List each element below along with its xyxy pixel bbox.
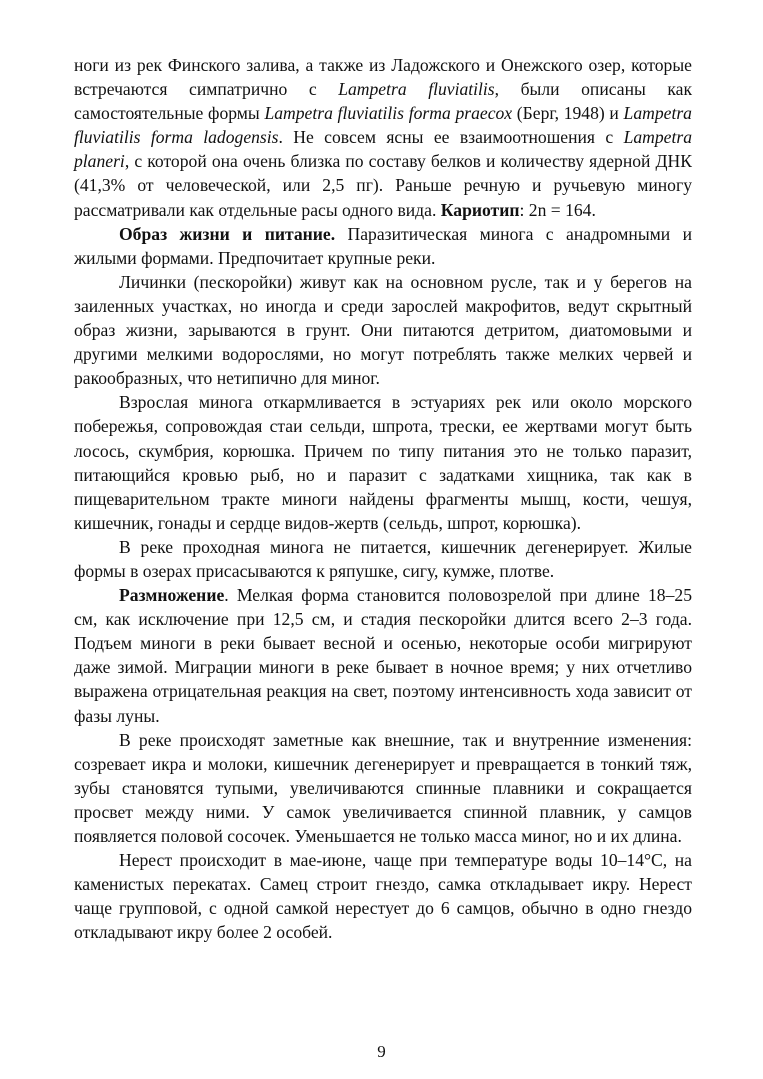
text-run: Личинки (пескоройки) живут как на основном русле, так и у берегов на заиленных участках, но иногда и среди зарослей макрофитов, ведут скрытный образ жизни, зарываются в грунт. Они питаются детритом, диатомовыми и другими мелкими водорослями, но могут потреблять также мелких червей и ракообразных, что нетипично для миног. — [74, 271, 692, 389]
paragraph — [74, 848, 692, 944]
bold-term: Размножение — [119, 585, 225, 606]
text-run: Нерест происходит в мае-июне, чаще при температуре воды 10–14°С, на каменистых перекатах. Самец строит гнездо, самка откладывает икру. Нерест чаще групповой, с одной самкой нерестует до 6 самцов, обычно в одно гнездо откладывают икру более 2 особей. — [74, 850, 692, 943]
bold-term: Кариотип — [440, 199, 520, 220]
paragraph — [74, 583, 692, 728]
text-run: , с которой она очень близка по составу белков и количеству ядерной ДНК (41,3% от человеческой, или 2,5 пг). Раньше речную и ручьевую миногу рассматривали как отдельные расы одного вида. — [74, 151, 692, 220]
italic-species-name: Lampetra fluviatilis forma ladogensis — [74, 103, 692, 148]
paragraph — [74, 53, 692, 222]
bold-term: Образ жизни и питание. — [119, 223, 336, 244]
text-run: , были описаны как самостоятельные формы — [74, 79, 692, 124]
paragraph — [74, 222, 692, 270]
text-run: Паразитическая минога с анадромными и жилыми формами. Предпочитает крупные реки. — [74, 223, 693, 268]
text-run: : 2n = 164. — [519, 199, 596, 220]
italic-species-name: Lampetra planeri — [74, 127, 692, 172]
italic-species-name: Lampetra fluviatilis — [338, 79, 495, 100]
text-run: (Берг, 1948) и — [512, 103, 624, 124]
paragraph — [74, 728, 692, 848]
text-run: . Не совсем ясны ее взаимоотношения с — [278, 127, 624, 148]
text-run: В реке происходят заметные как внешние, так и внутренние изменения: созревает икра и молоки, кишечник дегенерирует и превращается в тонкий тяж, зубы становятся тупыми, увеличиваются спинные плавники и сокращается просвет между ними. У самок увеличивается спинной плавник, у самцов появляется половой сосочек. Уменьшается не только масса миног, но и их длина. — [74, 729, 692, 846]
text-run: ноги из рек Финского залива, а также из Ладожского и Онежского озер, которые встречаются симпатрично с — [74, 55, 692, 100]
paragraph — [74, 390, 692, 535]
page-body — [74, 53, 692, 944]
page-number: 9 — [377, 1042, 386, 1061]
text-run: В реке проходная минога не питается, кишечник дегенерирует. Жилые формы в озерах присасываются к ряпушке, сигу, кумже, плотве. — [74, 536, 692, 581]
text-run: . Мелкая форма становится половозрелой при длине 18–25 см, как исключение при 12,5 см, и стадия пескоройки длится всего 2–3 года. Подъем миноги в реки бывает весной и осенью, некоторые особи мигрируют даже зимой. Миграции миноги в реке бывает в ночное время; у них отчетливо выражена отрицательная реакция на свет, поэтому интенсивность хода зависит от фазы луны. — [74, 585, 692, 726]
paragraph — [74, 270, 692, 390]
paragraph — [74, 535, 692, 583]
text-run: Взрослая минога откармливается в эстуариях рек или около морского побережья, сопровождая стаи сельди, шпрота, трески, ее жертвами могут быть лосось, скумбрия, корюшка. Причем по типу питания это не только паразит, питающийся кровью рыб, но и паразит с задатками хищника, так как в пищеварительном тракте миноги найдены фрагменты мышц, кости, чешуя, кишечник, гонады и сердце видов-жертв (сельдь, шпрот, корюшка). — [74, 392, 692, 533]
italic-species-name: Lampetra fluviatilis forma praecox — [264, 103, 513, 124]
